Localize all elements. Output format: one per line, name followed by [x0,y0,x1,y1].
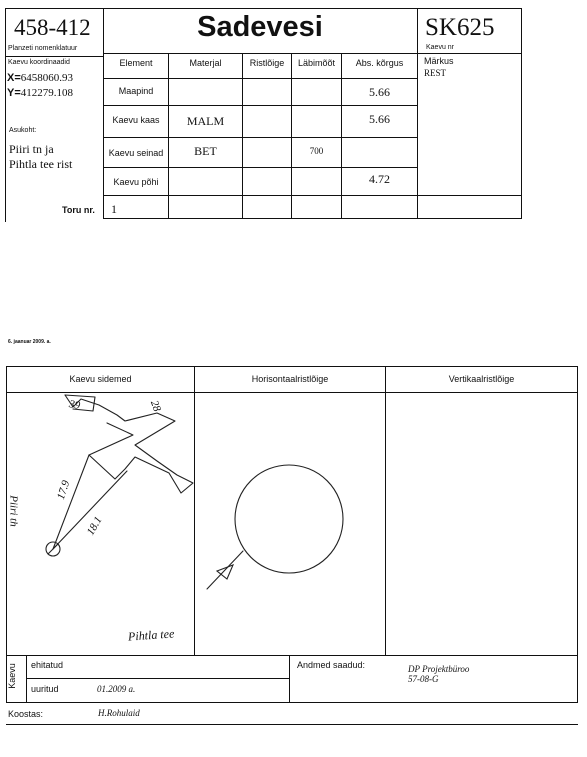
footer-side-label: Kaevu [7,663,17,689]
table-cell-materjal: BET [194,144,217,158]
well-outline-circle [235,465,343,573]
remarks-label: Märkus [424,56,454,66]
surveyed-label: uuritud [31,684,59,694]
compiled-label: Koostas: [8,709,44,719]
tie-number-17-9: 17.9 [54,478,73,502]
location-line1: Piiri tn ja [9,142,54,156]
table-cell-materjal: MALM [186,114,225,128]
col-header-korgus: Abs. kõrgus [355,58,404,68]
coordinate-y [7,87,73,99]
table-cell-korgus: 5.66 [369,112,390,126]
data-from-label: Andmed saadud: [297,660,366,670]
data-from-value-2: 57-08-G [408,674,439,684]
sheet-caption: Planzeti nomenklatuur [8,45,78,52]
sheet-number: 458-412 [14,15,91,40]
flow-arrow [217,565,233,579]
street-label-piiri: Piiri th [7,495,20,527]
well-symbol-stroke [48,544,58,554]
date-note: 6. jaanuar 2009. a. [8,339,51,345]
remarks-value: REST [424,68,447,78]
outflow-pipe-line [207,551,243,589]
coordinate-y-value: 412279.108 [20,87,74,99]
surveyed-value: 01.2009 a. [97,684,136,694]
coordinate-x [7,72,73,84]
table-cell-element: Kaevu põhi [113,177,159,187]
coordinate-x-value: 6458060.93 [20,72,74,84]
table-cell-element: Kaevu seinad [108,148,164,158]
tie-number-18-1: 18.1 [84,514,105,538]
built-label: ehitatud [31,660,64,670]
horizontal-section-drawing [195,393,385,655]
table-cell-korgus: 4.72 [369,172,390,186]
compiled-value: H.Rohulaid [98,708,140,718]
table-cell-element: Maapind [118,86,154,96]
location-line2: Pihtla tee rist [9,157,73,171]
data-from-value-1: DP Projektbüroo [408,664,470,674]
pipe-label: Toru nr. [62,205,95,215]
col-header-materjal: Materjal [189,58,222,68]
tie-number-28: 28 [147,398,164,414]
tie-line [53,455,89,549]
street-label-pihtla: Pihtla tee [127,626,175,644]
coordinates-caption: Kaevu koordinaadid [8,59,70,66]
well-id: SK625 [425,14,495,41]
section-header-horizontal: Horisontaalristlõige [251,374,329,384]
well-id-caption: Kaevu nr [426,44,455,51]
location-caption: Asukoht: [9,127,37,134]
table-cell-element: Kaevu kaas [112,115,160,125]
section-header-vertical: Vertikaalristlõige [448,374,515,384]
coordinate-x-label: X= [7,72,21,84]
col-header-ristloige: Ristlõige [249,58,285,68]
table-cell-korgus: 5.66 [369,85,390,99]
table-cell-labimoot: 700 [309,146,324,156]
document-title: Sadevesi [197,11,323,43]
col-header-element: Element [119,58,153,68]
col-header-labimoot: Läbimõõt [297,58,336,68]
tie-number-39: 39 [68,398,81,412]
coordinate-y-label: Y= [7,87,21,99]
section-header-links: Kaevu sidemed [69,374,132,384]
pipe-value: 1 [111,202,117,216]
